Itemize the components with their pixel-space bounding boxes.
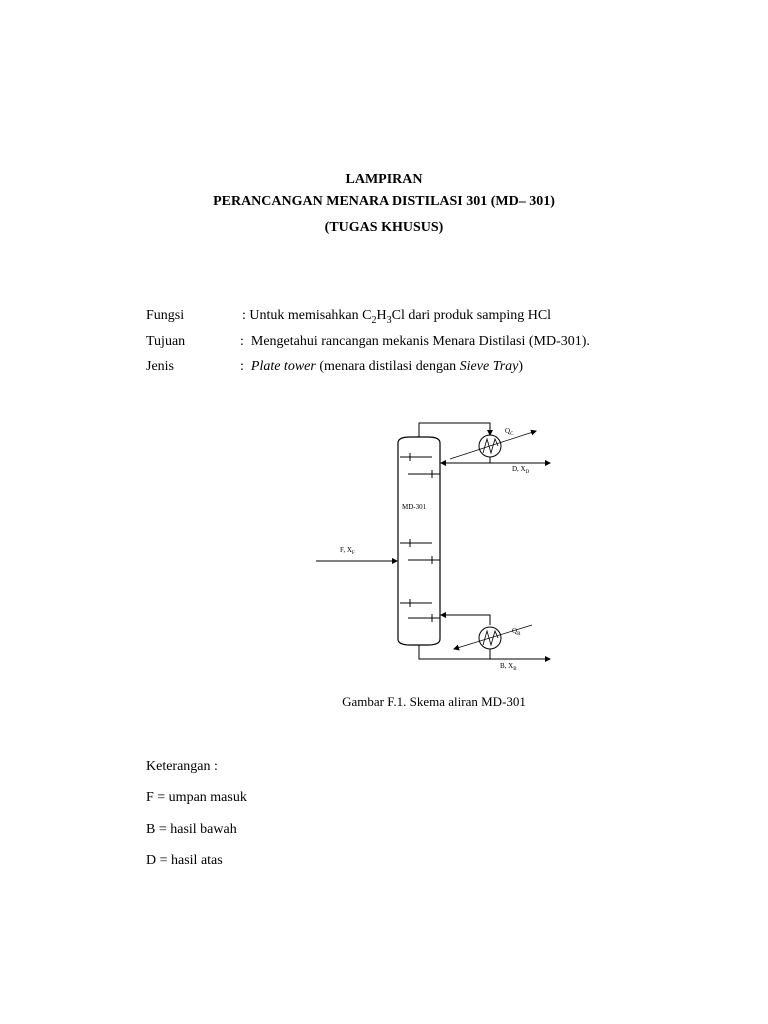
fungsi-text-mid: H [376,308,387,323]
jenis-text-end: ) [518,359,524,374]
figure-caption: Gambar F.1. Skema aliran MD-301 [342,694,526,709]
legend-heading: Keterangan : [146,759,218,774]
reboiler-steam-line [454,625,532,649]
bottom-label: B, $X_B$ [500,662,517,672]
tujuan-colon: : [240,334,244,349]
tujuan-label: Tujuan [146,334,186,349]
reflux-line [441,457,490,463]
tray-group-bottom [400,599,440,622]
jenis-label: Jenis [146,359,174,374]
tujuan-text: Mengetahui rancangan mekanis Menara Distilasi (MD-301). [250,334,590,349]
fungsi-value [242,308,551,326]
reboiler-return-line [441,615,490,625]
fungsi-label: Fungsi [146,308,185,323]
tujuan-value [240,334,590,350]
legend-item-distillate: D = hasil atas [146,853,223,868]
fungsi-text-pre: Untuk memisahkan C [249,308,372,323]
column-label: MD-301 [402,503,427,511]
tray-group-middle [400,539,440,564]
qr-label: $Q_R$ [512,627,521,637]
vapor-line [419,423,490,437]
fungsi-text-post: Cl dari produk samping HCl [391,308,552,323]
fungsi-sub-1: 2 [371,314,377,326]
jenis-sieve-tray: Sieve Tray [459,359,519,374]
distillation-diagram [300,395,560,680]
header-title-perancangan: PERANCANGAN MENARA DISTILASI 301 (MD– 301) [213,194,555,209]
fungsi-sub-2: 3 [386,314,392,326]
legend-item-feed: F = umpan masuk [146,790,247,805]
tray-group-top [400,453,440,478]
jenis-colon: : [240,359,244,374]
column-shell [398,437,440,645]
jenis-text-mid: (menara distilasi dengan [315,359,460,374]
fungsi-colon: : [242,308,246,323]
qc-label: $Q_C$ [505,427,514,437]
jenis-value [240,359,523,375]
distillate-label: D, $X_D$ [512,465,530,475]
header-title-tugas-khusus: (TUGAS KHUSUS) [324,220,444,235]
jenis-plate-tower: Plate tower [250,359,316,374]
feed-label: F, $X_F$ [340,546,355,556]
header-title-lampiran: LAMPIRAN [345,172,423,187]
legend-item-bottom: B = hasil bawah [146,822,237,837]
